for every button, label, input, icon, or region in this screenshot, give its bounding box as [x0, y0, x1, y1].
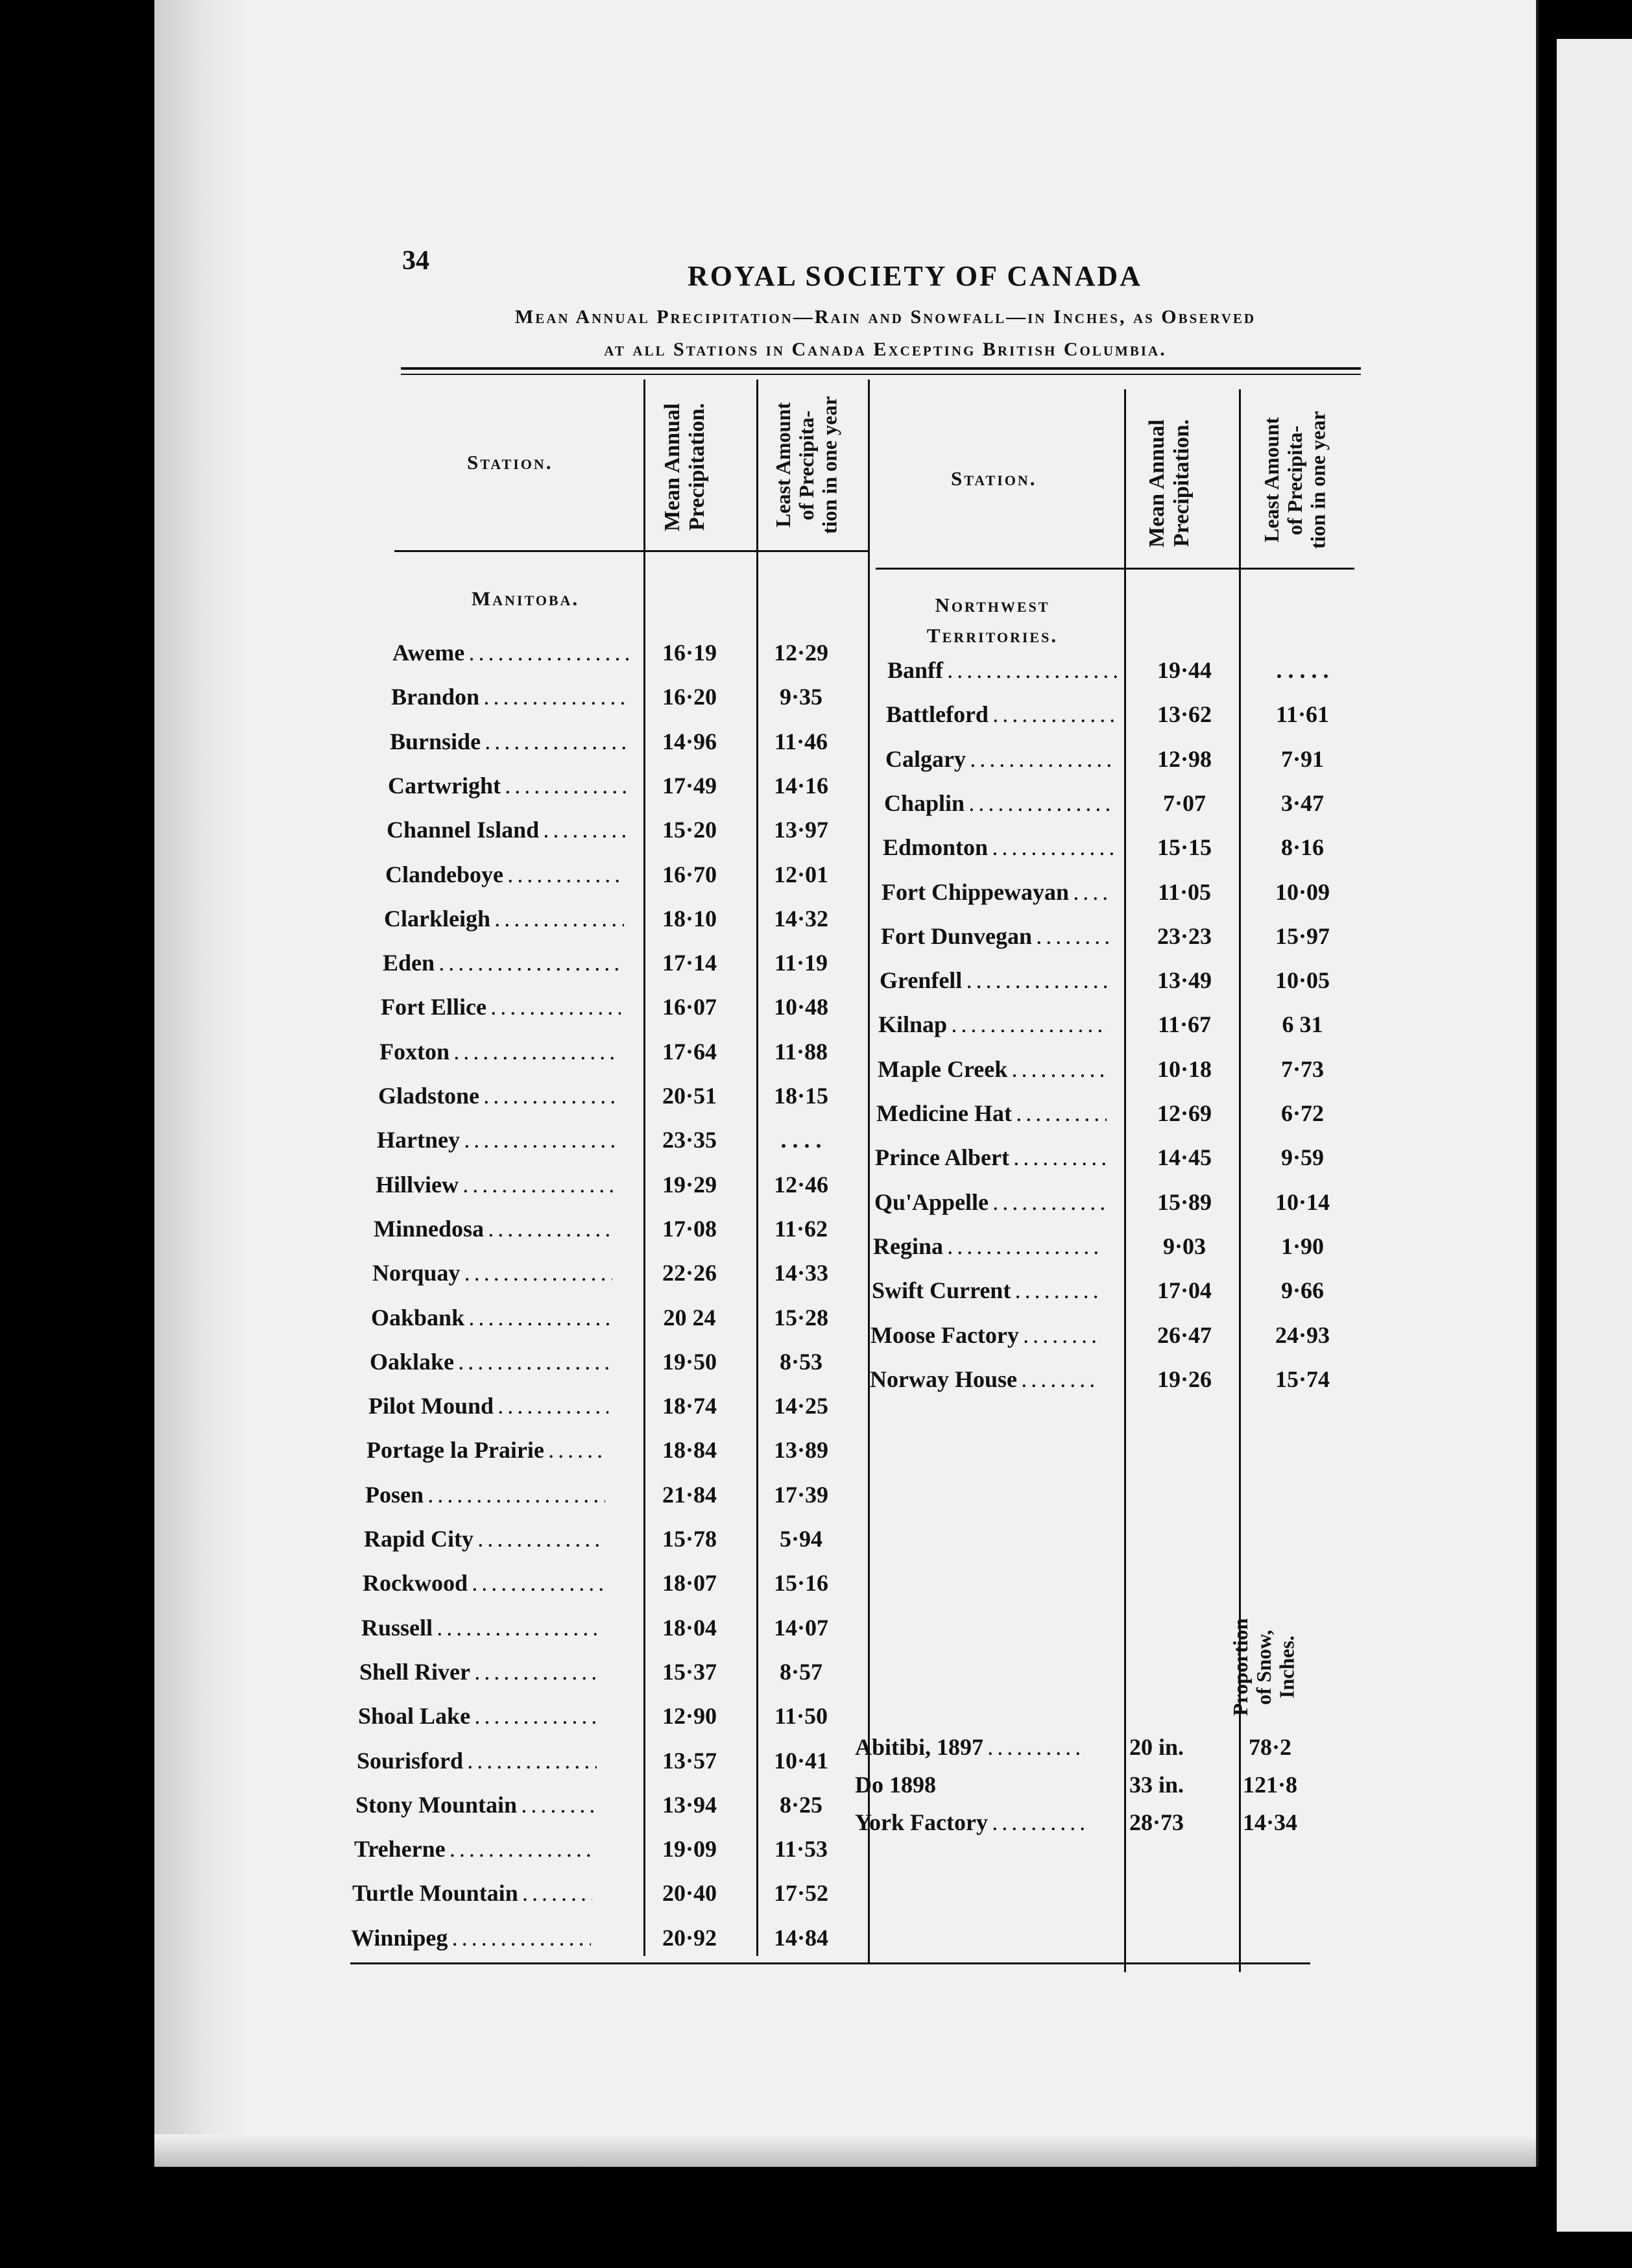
table-row — [880, 967, 1348, 999]
station-header-right: Station. — [951, 467, 1037, 490]
station-name: Fort Chippewayan . . . — [882, 878, 1112, 906]
station-name: Minnedosa . . . — [374, 1215, 614, 1242]
mean-annual-value: 16·20 — [662, 684, 717, 710]
table-row — [377, 1126, 846, 1159]
top-rule — [401, 367, 1361, 370]
table-row — [870, 1321, 1348, 1354]
table-row — [390, 728, 846, 760]
least-amount-value: 10·05 — [1275, 967, 1330, 993]
table-row — [372, 1259, 846, 1292]
table-row — [365, 1481, 846, 1514]
least-amount-value: 13·97 — [773, 817, 828, 843]
mean-annual-value: 20 in. — [1129, 1734, 1184, 1760]
station-name: Stony Mountain . . . — [355, 1791, 595, 1818]
least-amount-value: 9·35 — [779, 684, 822, 710]
table-caption-line-1: Mean Annual Precipitation—Rain and Snowfall—in Inches, as Observed — [514, 306, 1256, 328]
mean-annual-value: 15·20 — [662, 817, 717, 843]
station-name: Hillview . . . — [376, 1171, 616, 1198]
least-amount-value: 17·39 — [773, 1482, 828, 1508]
mean-annual-value: 12·69 — [1157, 1100, 1212, 1126]
least-amount-value: 14·07 — [773, 1615, 828, 1641]
station-name: Norway House . . . — [870, 1366, 1100, 1393]
station-name: Treherne . . . — [354, 1835, 594, 1863]
table-row — [878, 1056, 1348, 1088]
station-name: Sourisford . . . — [357, 1747, 597, 1774]
table-row — [354, 1835, 846, 1868]
least-amount-value: 24·93 — [1275, 1322, 1330, 1348]
mean-annual-value: 15·89 — [1157, 1189, 1212, 1215]
mean-annual-value: 16·07 — [662, 994, 717, 1020]
mean-annual-value: 19·26 — [1157, 1366, 1212, 1392]
mean-annual-value: 9·03 — [1162, 1233, 1206, 1259]
bottom-rule — [350, 1962, 1310, 1964]
least-amount-value: 6·72 — [1280, 1100, 1324, 1126]
least-amount-value: 9·66 — [1280, 1277, 1324, 1303]
mean-annual-value: 11·05 — [1157, 879, 1212, 905]
table-row — [368, 1392, 846, 1425]
mean-annual-value: 18·04 — [662, 1615, 717, 1641]
mean-annual-value: 14·96 — [662, 729, 717, 754]
mean-annual-value: 20·51 — [662, 1083, 717, 1109]
table-row — [366, 1436, 846, 1469]
table-row — [352, 1879, 846, 1912]
least-amount-value: 11·50 — [774, 1703, 828, 1729]
table-row — [358, 1702, 846, 1735]
station-name: Medicine Hat . . . — [876, 1100, 1107, 1127]
least-amount-value: 14·84 — [773, 1925, 828, 1951]
least-amount-value: 11·88 — [774, 1039, 828, 1065]
table-row — [383, 949, 846, 982]
table-row — [385, 861, 846, 893]
station-name: Swift Current . . . — [872, 1277, 1102, 1304]
table-row — [374, 1215, 846, 1248]
page-spine-shadow — [154, 0, 252, 2167]
least-header-left: Least Amount of Precipita- tion in one year — [771, 396, 841, 535]
table-row — [388, 772, 846, 804]
table-row — [381, 993, 846, 1026]
least-amount-value: 17·52 — [773, 1880, 828, 1906]
mean-annual-value: 17·08 — [662, 1216, 717, 1242]
station-name: Norquay . . . — [372, 1259, 612, 1286]
mean-annual-value: 18·07 — [662, 1570, 717, 1596]
table-row — [885, 745, 1348, 778]
table-row — [883, 834, 1348, 866]
station-name: Fort Ellice . . . — [381, 993, 621, 1020]
right-header-rule — [876, 568, 1354, 570]
table-row — [371, 1304, 846, 1336]
station-name: Moose Factory . . . — [870, 1321, 1101, 1349]
station-name: Banff . . . — [887, 657, 1118, 684]
mean-annual-value: 18·74 — [662, 1393, 717, 1419]
least-amount-value: 15·97 — [1275, 923, 1330, 949]
snow-proportion-value: 14·34 — [1242, 1809, 1297, 1835]
province-manitoba: Manitoba. — [471, 587, 580, 610]
mean-annual-value: 21·84 — [662, 1482, 717, 1508]
mean-annual-value: 33 in. — [1129, 1772, 1184, 1798]
mean-annual-value: 20 24 — [663, 1305, 716, 1331]
table-row — [884, 790, 1348, 822]
table-row — [379, 1038, 846, 1070]
station-name: Turtle Mountain . . . — [352, 1879, 592, 1907]
table-row — [355, 1791, 846, 1824]
least-amount-value: . . . . — [780, 1127, 822, 1153]
least-amount-value: 10·14 — [1275, 1189, 1330, 1215]
table-row — [392, 639, 846, 671]
station-name: Do 1898 — [855, 1772, 936, 1798]
table-row — [357, 1747, 846, 1779]
snow-proportion-value: 78·2 — [1248, 1734, 1291, 1760]
station-name: Calgary . . . — [885, 745, 1116, 773]
mean-annual-value: 12·90 — [662, 1703, 717, 1729]
province-northwest-line-1: Northwest — [935, 594, 1050, 616]
mean-annual-value: 19·09 — [662, 1836, 717, 1862]
least-amount-value: 12·46 — [773, 1172, 828, 1198]
snow-proportion-header: Proportion of Snow, Inches. — [1229, 1618, 1299, 1717]
station-name: Burnside . . . — [390, 728, 630, 755]
facing-page-edge — [1557, 39, 1632, 2232]
station-name: Battleford . . . — [886, 701, 1116, 728]
least-amount-value: 8·53 — [779, 1349, 822, 1375]
mean-annual-value: 20·92 — [662, 1925, 717, 1951]
station-name: Maple Creek . . . — [878, 1056, 1108, 1083]
mean-annual-value: 13·49 — [1157, 967, 1212, 993]
least-amount-value: 11·53 — [774, 1836, 828, 1862]
station-name: Gladstone . . . — [378, 1082, 618, 1109]
mean-annual-value: 23·23 — [1157, 923, 1212, 949]
page-bottom-shadow — [154, 2134, 1536, 2167]
least-amount-value: 9·59 — [1280, 1144, 1324, 1170]
least-amount-value: 15·28 — [773, 1305, 828, 1331]
station-name: Rockwood . . . — [363, 1569, 603, 1597]
least-amount-value: 15·16 — [773, 1570, 828, 1596]
least-amount-value: 11·46 — [774, 729, 828, 754]
least-amount-value: 11·19 — [774, 950, 828, 976]
table-row — [376, 1171, 846, 1203]
mean-annual-value: 15·78 — [662, 1526, 717, 1552]
station-name: Russell . . . — [361, 1614, 601, 1641]
least-amount-value: 18·15 — [773, 1083, 828, 1109]
table-row — [361, 1614, 846, 1647]
station-header-left: Station. — [467, 451, 553, 474]
mean-annual-value: 13·57 — [662, 1748, 717, 1774]
least-amount-value: 6 31 — [1282, 1011, 1323, 1037]
least-amount-value: 14·25 — [773, 1393, 828, 1419]
mean-annual-value: 28·73 — [1129, 1809, 1184, 1835]
mean-annual-value: 19·44 — [1157, 657, 1212, 683]
station-name: Foxton . . . — [379, 1038, 619, 1065]
mean-annual-value: 18·10 — [662, 906, 717, 932]
least-amount-value: 8·25 — [779, 1792, 822, 1818]
mean-annual-value: 12·98 — [1157, 746, 1212, 772]
station-name: Pilot Mound . . . — [368, 1392, 608, 1419]
station-name: Fort Dunvegan . . . — [881, 923, 1111, 950]
least-amount-value: 10·09 — [1275, 879, 1330, 905]
least-amount-value: 14·32 — [773, 906, 828, 932]
least-amount-value: 14·16 — [773, 773, 828, 799]
station-name: York Factory . . . — [855, 1809, 1085, 1836]
least-amount-value: 12·29 — [773, 640, 828, 666]
top-rule-thin — [401, 374, 1361, 375]
least-amount-value: 7·91 — [1280, 746, 1324, 772]
station-name: Kilnap . . . — [878, 1011, 1109, 1038]
table-row — [886, 701, 1348, 733]
mean-annual-value: 19·50 — [662, 1349, 717, 1375]
table-row — [391, 683, 846, 716]
least-amount-value: 11·61 — [1275, 701, 1330, 727]
least-amount-value: 10·48 — [773, 994, 828, 1020]
station-name: Oaklake . . . — [370, 1348, 610, 1375]
mean-annual-value: 20·40 — [662, 1880, 717, 1906]
mean-annual-value: 14·45 — [1157, 1144, 1212, 1170]
station-name: Edmonton . . . — [883, 834, 1113, 861]
table-row — [370, 1348, 846, 1381]
col-rule-3 — [868, 380, 870, 1962]
least-amount-value: 1·90 — [1280, 1233, 1324, 1259]
mean-annual-value: 13·94 — [662, 1792, 717, 1818]
mean-annual-value: 13·62 — [1157, 701, 1212, 727]
station-name: Shoal Lake . . . — [358, 1702, 598, 1730]
mean-annual-value: 23·35 — [662, 1127, 717, 1153]
table-row — [351, 1924, 846, 1957]
station-name: Abitibi, 1897 . . . — [855, 1733, 1085, 1761]
least-amount-value: 15·74 — [1275, 1366, 1330, 1392]
table-row — [855, 1733, 1315, 1766]
mean-header-right: Mean Annual Precipitation. — [1145, 419, 1194, 548]
table-row — [878, 1011, 1348, 1043]
table-row — [364, 1525, 846, 1558]
least-amount-value: 11·62 — [774, 1216, 828, 1242]
station-name: Rapid City . . . — [364, 1525, 604, 1552]
mean-annual-value: 15·15 — [1157, 834, 1212, 860]
table-row — [378, 1082, 846, 1115]
least-amount-value: 10·41 — [773, 1748, 828, 1774]
station-name: Cartwright . . . — [388, 772, 628, 799]
mean-annual-value: 19·29 — [662, 1172, 717, 1198]
least-amount-value: . . . . . — [1276, 657, 1329, 683]
mean-annual-value: 17·49 — [662, 773, 717, 799]
page-number: 34 — [402, 246, 429, 276]
least-amount-value: 13·89 — [773, 1437, 828, 1463]
mean-annual-value: 26·47 — [1157, 1322, 1212, 1348]
mean-annual-value: 17·64 — [662, 1039, 717, 1065]
least-amount-value: 7·73 — [1280, 1056, 1324, 1082]
mean-annual-value: 10·18 — [1157, 1056, 1212, 1082]
table-row — [873, 1233, 1348, 1265]
table-row — [882, 878, 1348, 911]
snow-proportion-value: 121·8 — [1242, 1772, 1297, 1798]
mean-annual-value: 7·07 — [1162, 790, 1206, 816]
least-header-right: Least Amount of Precipita- tion in one year — [1260, 411, 1330, 549]
table-row — [387, 816, 846, 849]
station-name: Clandeboye . . . — [385, 861, 625, 888]
mean-annual-value: 16·19 — [662, 640, 717, 666]
station-name: Aweme . . . — [392, 639, 632, 666]
station-name: Shell River . . . — [359, 1658, 599, 1685]
mean-annual-value: 16·70 — [662, 862, 717, 887]
table-row — [870, 1366, 1348, 1398]
table-row — [881, 923, 1348, 955]
station-name: Brandon . . . — [391, 683, 631, 710]
table-row — [875, 1144, 1348, 1176]
station-name: Winnipeg . . . — [351, 1924, 591, 1951]
table-row — [363, 1569, 846, 1602]
least-amount-value: 3·47 — [1280, 790, 1324, 816]
left-header-rule — [394, 550, 868, 552]
station-name: Regina . . . — [873, 1233, 1103, 1260]
station-name: Chaplin . . . — [884, 790, 1114, 817]
mean-annual-value: 17·04 — [1157, 1277, 1212, 1303]
table-row — [887, 657, 1348, 689]
province-northwest-line-2: Territories. — [926, 624, 1059, 647]
least-amount-value: 5·94 — [779, 1526, 822, 1552]
table-row — [855, 1809, 1315, 1841]
mean-annual-value: 17·14 — [662, 950, 717, 976]
table-row — [872, 1277, 1348, 1309]
mean-annual-value: 15·37 — [662, 1659, 717, 1685]
least-amount-value: 8·16 — [1280, 834, 1324, 860]
station-name: Qu'Appelle . . . — [874, 1188, 1105, 1216]
station-name: Eden . . . — [383, 949, 623, 976]
table-row — [359, 1658, 846, 1691]
mean-annual-value: 22·26 — [662, 1260, 717, 1286]
station-name: Grenfell . . . — [880, 967, 1110, 994]
running-title: ROYAL SOCIETY OF CANADA — [688, 260, 1142, 292]
station-name: Posen . . . — [365, 1481, 605, 1508]
least-amount-value: 12·01 — [773, 862, 828, 887]
table-caption-line-2: at all Stations in Canada Excepting British Columbia. — [604, 339, 1167, 360]
mean-annual-value: 18·84 — [662, 1437, 717, 1463]
station-name: Prince Albert . . . — [875, 1144, 1105, 1171]
least-amount-value: 8·57 — [779, 1659, 822, 1685]
station-name: Channel Island . . . — [387, 816, 627, 843]
table-row — [874, 1188, 1348, 1221]
table-row — [384, 905, 846, 937]
table-row — [876, 1100, 1348, 1132]
station-name: Oakbank . . . — [371, 1304, 611, 1331]
mean-annual-value: 11·67 — [1157, 1011, 1212, 1037]
station-name: Hartney . . . — [377, 1126, 617, 1153]
least-amount-value: 14·33 — [773, 1260, 828, 1286]
mean-header-left: Mean Annual Precipitation. — [660, 403, 710, 531]
table-row — [855, 1771, 1315, 1804]
station-name: Portage la Prairie . . . — [366, 1436, 606, 1464]
station-name: Clarkleigh . . . — [384, 905, 624, 932]
